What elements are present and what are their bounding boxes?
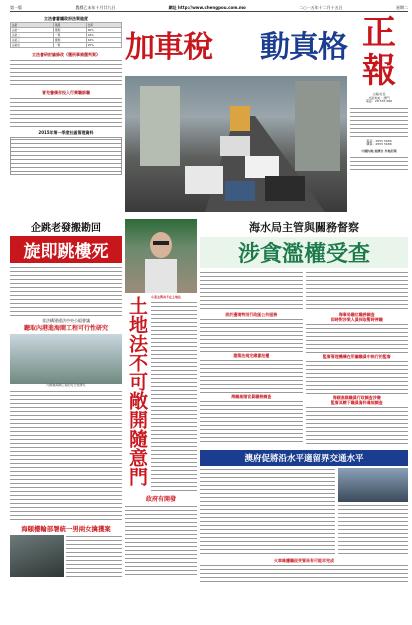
table-cell: 法案一: [11, 28, 54, 33]
official-photo: [125, 219, 197, 293]
bottom-photo: [10, 535, 64, 577]
article-text: [10, 266, 122, 316]
logo-column: [350, 14, 408, 213]
article-text: [125, 505, 197, 575]
table-cell: 62%: [86, 38, 121, 43]
right-sub1: 居於邊境特別行政區公共服務: [225, 312, 278, 317]
traffic-scene: [125, 76, 347, 212]
traffic-photo: [125, 76, 347, 212]
right-sub4: 即時對涉案人員採取暫時停職: [330, 317, 383, 322]
weekday: 星期二: [395, 5, 408, 10]
article-text: [338, 504, 408, 556]
table-cell: 法案二: [11, 33, 54, 38]
left-headline: 旋即跳樓死: [10, 236, 122, 263]
table-cell: 44%: [86, 33, 121, 38]
right-sub8: 監督其轄下職員資料違規調查: [330, 400, 383, 405]
sub-headline: 聽取內港進海閘工程可行性研究: [23, 325, 108, 332]
right-col-b: [306, 271, 409, 446]
article-text: [200, 400, 303, 445]
logo-char-1: 正: [362, 13, 396, 53]
right-story: [200, 219, 408, 615]
article-text: [200, 271, 303, 311]
bottom-left-row: [10, 535, 122, 577]
table-header-cell: 階段: [54, 23, 87, 28]
logo-meta: [350, 93, 408, 104]
table-cell: 一般: [54, 33, 87, 38]
right-sub5: 海關高階官員職務調查: [231, 394, 272, 399]
bottom-right-photo: [338, 468, 408, 502]
article-text: [10, 59, 122, 87]
contact-line: 傳真：2855 5688: [366, 142, 392, 147]
right-sub7: 海頤高階職員行政調查涉嫌: [332, 395, 381, 400]
article-text: [306, 271, 409, 311]
main-headline-left: 加車稅: [125, 30, 212, 65]
bottom-blue-body: [200, 468, 408, 556]
subscription-note: 中國內地 港澳台 外地訂閱: [361, 148, 397, 153]
harbour-photo: [10, 334, 122, 384]
masthead-info: [350, 107, 408, 137]
left-story: [10, 219, 122, 615]
table-cell: 法案四: [11, 43, 54, 48]
top-strip: [10, 4, 408, 12]
article-text: [151, 301, 197, 491]
logo-char-2: 報: [362, 51, 396, 91]
article-text: [200, 318, 303, 352]
table-cell: 法案三: [11, 38, 54, 43]
issue-date: 二○一五年十二月十五日: [299, 5, 343, 10]
table-header-cell: 法案: [11, 23, 54, 28]
page-label: 第一版: [10, 5, 22, 10]
bottom-blue-subhead: 火車維護職段受管局有可能早完成: [274, 558, 334, 563]
article-text: [200, 468, 335, 556]
right-sub3: 海事局職位職務調查: [338, 312, 375, 317]
contact-block: [350, 140, 408, 147]
left-kicker: 企跳老發搬勘回: [31, 223, 101, 234]
article-text: [306, 406, 409, 446]
right-kicker: 海水局主管與關務督察: [249, 221, 359, 234]
vertical-title-row: [125, 296, 197, 491]
man-caption: 小業主與共不在土地法: [151, 295, 182, 299]
stats-table-2: [10, 137, 122, 175]
website: 網址 http://www.chengpou.com.mo: [168, 5, 246, 10]
headline-2: 冒充書僑存投入行業職訓職: [42, 90, 90, 95]
person-silhouette: [125, 219, 197, 293]
lunar-date: 農曆乙未年十月廿九日: [75, 5, 116, 10]
vertical-title: 土地法不可敞開隨意門: [126, 296, 148, 486]
middle-text: [151, 296, 197, 491]
right-col-a: [200, 271, 303, 446]
table-cell: 細則: [54, 38, 87, 43]
right-columns: [200, 271, 408, 446]
article-text: [306, 360, 409, 394]
table2-caption: 2015年第一季度社區管理資料: [38, 130, 94, 135]
article-text: [200, 564, 408, 584]
bottom-section-head: 政府有開發: [145, 495, 176, 503]
table-header-cell: 比率: [86, 23, 121, 28]
headline-1: 立法會研討論修改《獲刑事補償判案》: [32, 52, 100, 57]
logo-meta-line: 電話：28 555 686: [365, 99, 393, 104]
table-cell: 一般: [54, 43, 87, 48]
bottom-headline: 海頤樓輪部署統一男兩女擒獲案: [21, 524, 111, 533]
bottom-blue-headline: 澳府促將沿水平適留界交通水平: [200, 450, 408, 466]
article-text: [10, 390, 122, 522]
logo-meta-line: 出版地址：澳門: [368, 95, 390, 100]
article-text: [66, 535, 122, 577]
masthead-info-2: [350, 156, 408, 172]
topleft-column: [10, 16, 122, 213]
right-sub2: 建築法規定總審批權: [233, 353, 270, 358]
main-headline: [125, 14, 347, 74]
middle-story: [125, 219, 197, 615]
main-headline-right: 動真格: [260, 30, 347, 65]
logo-meta-line: 主編/社長: [372, 92, 386, 96]
table-cell: 細則: [54, 28, 87, 33]
contact-line: 電話：2855 5686: [366, 138, 392, 143]
article-text: [200, 359, 303, 393]
table-caption: 立法會審議政府法案進度: [44, 16, 88, 21]
right-headline: 涉貪濫權受查: [200, 237, 408, 268]
stats-table: [10, 22, 122, 48]
table-row: [11, 43, 122, 48]
article-text: [10, 97, 122, 127]
harbour-photo-caption: 內港進海閘工程的可行性研究: [46, 383, 86, 387]
article-text: [306, 323, 409, 353]
sub-kicker: 非法構建違法中央小組會議: [42, 318, 90, 323]
bottom-right-col: [338, 468, 408, 556]
right-sub6: 監督管理機構在所屬職員中執行的監督: [322, 354, 391, 359]
table-cell: 60%: [86, 28, 121, 33]
table-cell: 25%: [86, 43, 121, 48]
